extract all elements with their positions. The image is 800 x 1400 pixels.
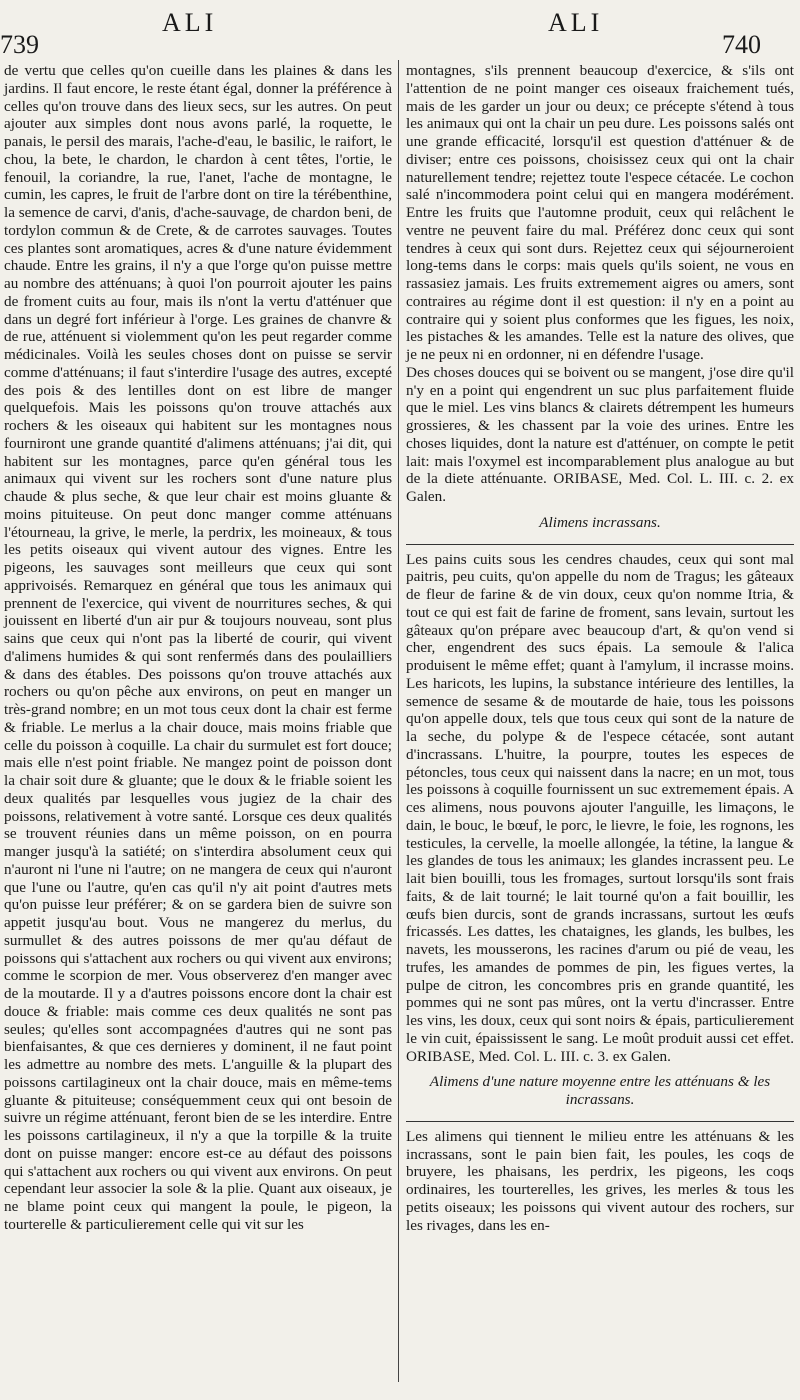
heading-rule-2	[406, 1121, 794, 1122]
section-heading-incrassans: Alimens incrassans.	[539, 513, 661, 531]
right-para-4: Les alimens qui tiennent le milieu entre les atténuans & les incrassans, sont le pain bien fait, les poules, les coqs de bruyere, les phaisans, les perdrix, les pigeons, les coqs ordinaires, les tourterelles, les grives, les merles & tous les petits oiseaux; les poissons qui vivent autour des rochers, sur les rivages, dans les en-	[406, 1127, 794, 1234]
column-divider	[398, 60, 399, 1382]
right-para-1: montagnes, s'ils prennent beaucoup d'exercice, & s'ils ont l'attention de ne point manger ces oiseaux fraichement tués, mais de les garder un jour ou deux; ce précepte s'étend à tous les animaux qui ont la chair un peu dure. Les poissons salés ont une grande efficacité, lorsqu'il est question d'atténuer & de diviser; entre ces poissons, choisissez ceux qui ont la chair naturellement tendre; rejettez toute l'espece cétacée. Le cochon salé n'incommodera point celui qui en mangera modérément. Entre les fruits que l'automne produit, ceux qui relâchent le ventre ne peuvent faire du mal. Préférez donc ceux qui sont tendres à ceux qui sont durs. Rejettez ceux qui séjourneroient long-tems dans le corps: mais quels qu'ils soient, ne vous en rassasiez jamais. Les fruits extremement aigres ou amers, sont contraires au régime dont il est question: il n'y en a point au contraire qui y soient plus conformes que les figues, les noix, les pistaches & les amandes. Telle est la nature des olives, que je ne peux ni en ordonner, ni en défendre l'usage.	[406, 62, 794, 363]
section-heading-moyenne: Alimens d'une nature moyenne entre les atténuans & les incrassans.	[429, 1073, 771, 1108]
right-column	[406, 62, 794, 1234]
heading-rule	[406, 544, 794, 545]
left-running-head: ALI	[162, 8, 218, 37]
right-running-head: ALI	[548, 8, 604, 37]
right-para-2: Des choses douces qui se boivent ou se mangent, j'ose dire qu'il n'y en a point qui engendrent un suc plus parfaitement fluide que le miel. Les vins blancs & clairets détrempent les humeurs grossieres, & les chassent par la voie des urines. Entre les choses liquides, dont la nature est d'atténuer, on compte le petit lait: mais l'oxymel est incomparablement plus analogue au but de la diete atténuante. ORIBASE, Med. Col. L. III. c. 2. ex Galen.	[406, 363, 794, 505]
left-page-number: 739	[0, 30, 39, 59]
left-column-text: de vertu que celles qu'on cueille dans les plaines & dans les jardins. Il faut encore, le reste étant égal, donner la préférence à celles qu'on trouve dans des lieux secs, sur les autres. On peut ajouter aux simples dont nous avons parlé, la roquette, le panais, le persil des marais, l'ache-d'eau, le basilic, le raifort, le chou, la bete, le chardon, le chardon à cent têtes, l'ortie, le fenouil, la coriandre, la rue, l'anet, l'ache de montagne, le cumin, les capres, le fruit de l'arbre dont on tire la térébenthine, la semence de carvi, d'anis, d'ache-sauvage, de chardon beni, de tordylon commun & de Crete, & de carrotes sauvages. Toutes ces plantes sont aromatiques, acres & d'une nature évidemment chaude. Entre les grains, il n'y a que l'orge qu'on puisse mettre au nombre des atténuans; à quoi l'on pourroit ajouter les pains de froment cuits au four, mais ils n'ont la vertu d'atténuer que dans un degré fort inférieur à l'orge. Les graines de chanvre & de rue, atténuent si violemment qu'on les peut regarder comme médicinales. Voilà les seules choses dont on puisse se servir comme d'atténuans; il faut s'interdire l'usage des autres, excepté des pois & des lentilles dont on est libre de manger quelquefois. Mais les poissons qu'on trouve attachés aux rochers & les oiseaux qui habitent sur les montagnes nous fourniront une grande quantité d'alimens atténuans; j'ai dit, qui habitent sur les montagnes, parce qu'en général tous les animaux qui vivent sur les rochers sont d'une nature plus chaude & plus seche, & que leur chair est moins gluante & moins pituiteuse. On peut donc manger comme atténuans l'étourneau, la grive, le merle, la perdrix, les moineaux, & tous les petits oiseaux qui vivent autour des vignes. Entre les pigeons, les sauvages sont meilleurs que ceux qui sont apprivoisés. Remarquez en général que tous les animaux qui prennent de l'exercice, qui vivent de nourritures seches, & qui jouissent en liberté d'un air pur & toujours nouveau, sont plus sains que ceux qui n'ont pas la liberté de courir, qui vivent d'alimens humides & qui sont renfermés dans des poulailliers & dans des étables. Des poissons qu'on trouve attachés aux rochers ou qu'on pêche aux environs, on peut en manger un très-grand nombre; en un mot tous ceux dont la chair est ferme & friable. Le merlus a la chair douce, mais moins friable que celle du poisson à coquille. La chair du surmulet est fort douce; mais elle n'est point friable. Ne mangez point de poisson dont la chair soit dure & gluante; que le doux & le friable soient les deux qualités par lesquelles vous jugiez de la chair des poissons, relativement à votre santé. Lorsque ces deux qualités se trouvent réunies dans un même poisson, on en pourra manger jusqu'à la satiété; on s'interdira absolument ceux qui n'auront ni l'une ni l'autre; on ne mangera de ceux qui n'auront que l'une ou l'autre, qu'en cas qu'il n'y ait point d'autres mets qu'on puisse leur préférer; & on se gardera bien de suivre son appetit jusqu'au bout. Vous ne mangerez du merlus, du surmullet & des autres poissons de mer qu'au défaut de poissons qui s'attachent aux rochers ou qui vivent aux environs; comme le scorpion de mer. Vous observerez d'en manger avec de la moutarde. Il y a d'autres poissons encore dont la chair est douce & friable: mais comme ces deux qualités ne sont pas seules; qu'elles sont accompagnées d'autres qui ne sont pas bienfaisantes, & que ces dernieres y dominent, il ne faut point les admettre au nombre des mets. L'anguille & la plupart des poissons cartilagineux ont la chair douce, mais en même-tems gluante & pituiteuse; conséquemment ceux qui ont besoin de suivre un régime atténuant, feront bien de se les interdire. Entre les poissons cartilagineux, il n'y a que la torpille & la truite dont on puisse manger: encore est-ce au défaut des poissons qui s'attachent aux rochers ou qui vivent aux environs. On peut cependant leur associer la sole & la plie. Quant aux oiseaux, je ne blame point ceux qui mangent la poule, le pigeon, la tourterelle & particulierement celle qui vit sur les	[4, 62, 392, 1233]
right-para-3: Les pains cuits sous les cendres chaudes, ceux qui sont mal paitris, peu cuits, qu'on appelle du nom de Tragus; les gâteaux de fleur de farine & de vin doux, ceux qu'on nomme Itria, & tout ce qui est fait de farine de froment, sans levain, surtout les gâteaux qu'on prépare avec beaucoup d'art, & qu'on vend si cher, engendrent des sucs épais. La semoule & l'alica produisent le même effet; quant à l'amylum, il incrasse moins. Les haricots, les lupins, la substance intérieure des lentilles, la semence de sesame & de moutarde de haie, tous les poissons qu'on appelle doux, tels que tous ceux qui sont de la nature de la seche, du polype & de l'espece cétacée, sont autant d'incrassans. L'huitre, la pourpre, toutes les especes de pétoncles, tous ceux qui naissent dans la nacre; en un mot, tous les poissons à coquille fournissent un suc extremement épais. A ces alimens, nous pouvons ajouter l'anguille, les limaçons, le dain, le bouc, le bœuf, le porc, le lievre, le foie, les rognons, les testicules, la cervelle, la moelle allongée, la tétine, la langue & les glandes de tous les animaux; les glandes incrassent peu. Le lait bien bouilli, tous les fromages, surtout lorsqu'ils sont frais faits, & de lait tourné; le lait tourné qu'on a fait bouillir, les œufs bien durcis, sont de grands incrassans, surtout les œufs fricassés. Les dattes, les chataignes, les glands, les bulbes, les navets, les mousserons, les racines d'arum ou pié de veau, les trufes, les amandes de pommes de pin, les figues vertes, la pulpe de citron, les concombres pris en grande quantité, les pommes qui ne sont pas mûres, ont la vertu d'incrasser. Entre les vins, les doux, ceux qui sont noirs & épais, particulierement le vin cuit, épaississent le sang. Le moût produit aussi cet effet. ORIBASE, Med. Col. L. III. c. 3. ex Galen.	[406, 550, 794, 1065]
left-column	[4, 62, 392, 1234]
right-page-number: 740	[722, 30, 761, 59]
